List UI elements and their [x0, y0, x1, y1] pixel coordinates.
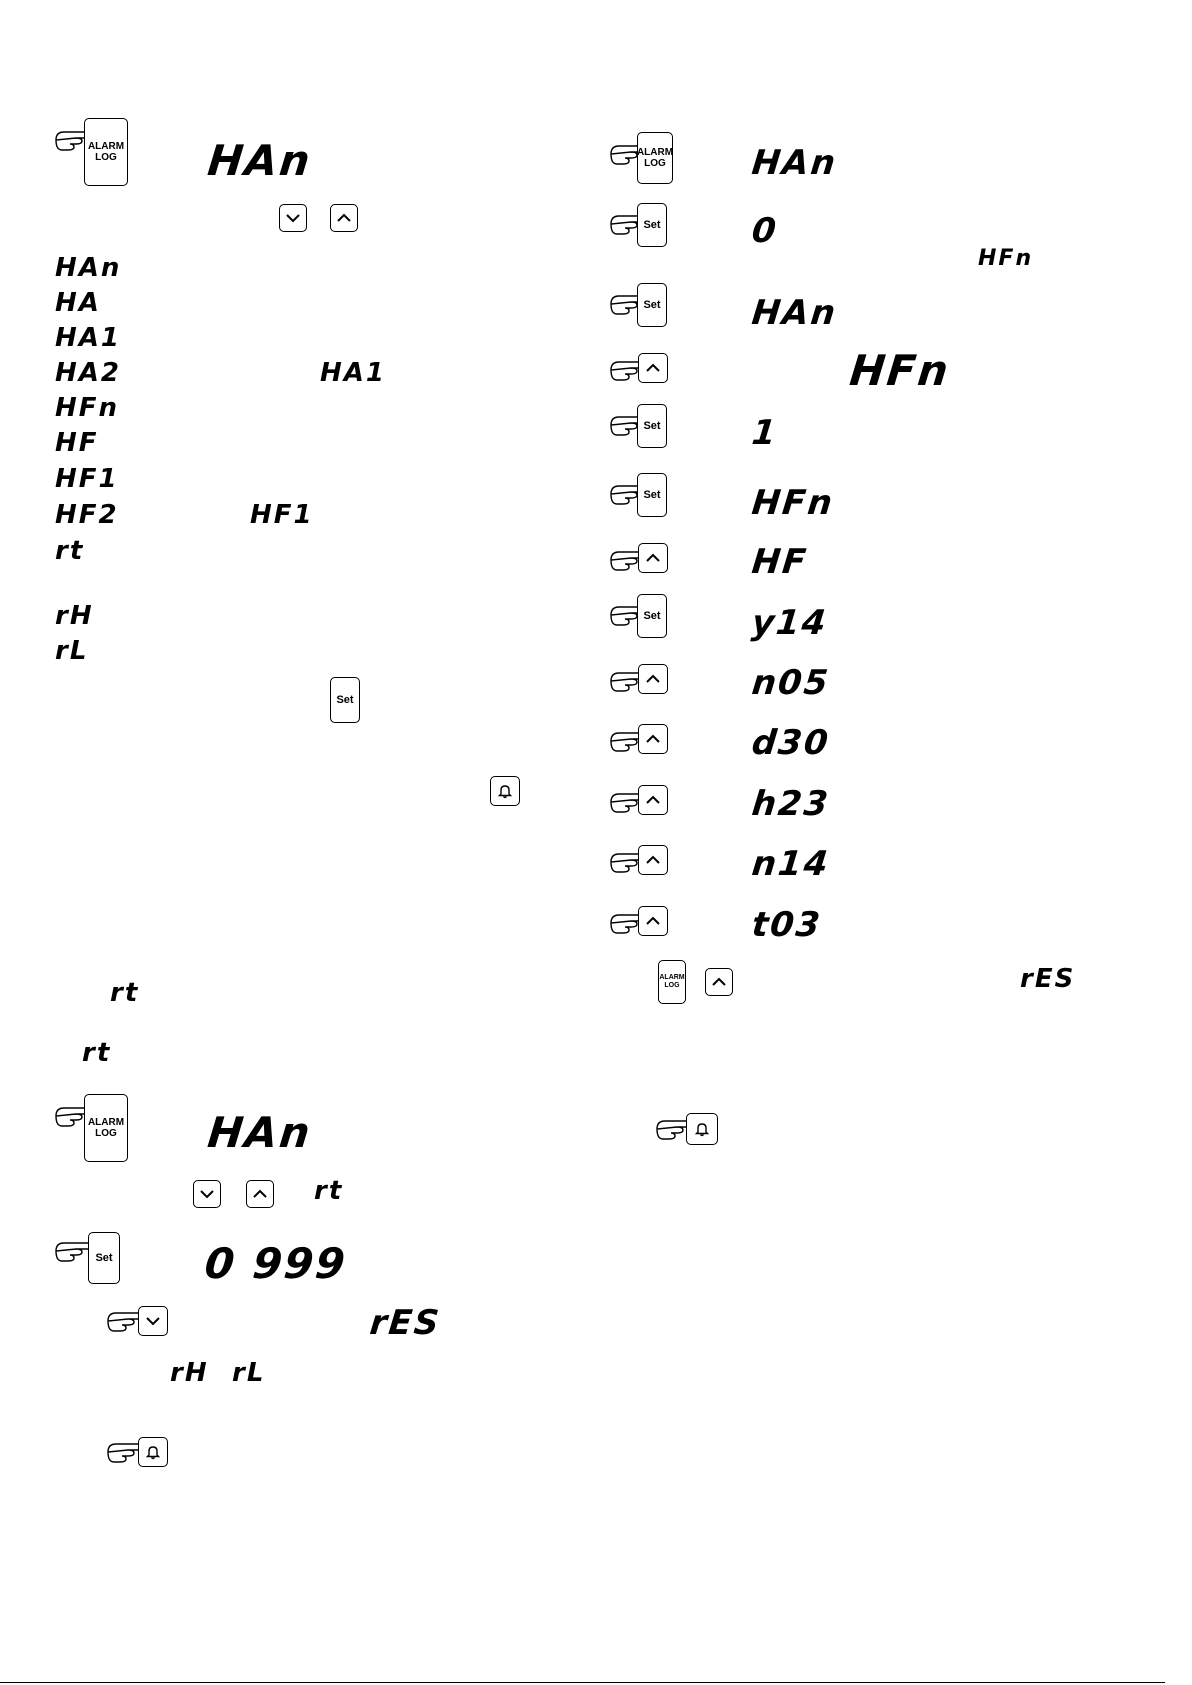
chevron-up-icon	[645, 363, 661, 373]
code-reference: rt	[82, 1038, 112, 1068]
set-button[interactable]: Set	[637, 473, 667, 517]
code-reference: rH	[170, 1358, 209, 1388]
display-readout: n14	[749, 844, 832, 884]
alarm-log-button[interactable]: ALARM LOG	[637, 132, 673, 184]
chevron-up-icon	[336, 213, 352, 223]
page-divider	[0, 1682, 1165, 1683]
display-readout: 0 999	[202, 1239, 350, 1288]
up-arrow-button[interactable]	[638, 353, 668, 383]
display-readout: 1	[749, 413, 780, 453]
code-item: HFn	[55, 393, 120, 423]
code-item: rt	[55, 536, 85, 566]
code-reference: HFn	[978, 246, 1034, 271]
display-readout: HF	[749, 542, 810, 582]
code-reference: rL	[232, 1358, 266, 1388]
display-readout: HFn	[749, 483, 836, 523]
set-button[interactable]: Set	[637, 594, 667, 638]
code-reference: HF1	[250, 500, 314, 530]
display-readout: HAn	[749, 293, 840, 333]
up-arrow-button[interactable]	[638, 906, 668, 936]
set-button[interactable]: Set	[637, 404, 667, 448]
code-item: HF2	[55, 500, 119, 530]
up-arrow-button[interactable]	[638, 785, 668, 815]
down-arrow-button[interactable]	[193, 1180, 221, 1208]
display-readout: t03	[749, 905, 824, 945]
code-item: HA	[55, 288, 101, 318]
chevron-up-icon	[645, 795, 661, 805]
display-readout: n05	[749, 663, 832, 703]
chevron-up-icon	[252, 1189, 268, 1199]
code-item: HA1	[55, 323, 121, 353]
alarm-log-button[interactable]: ALARM LOG	[84, 118, 128, 186]
bell-icon	[145, 1444, 161, 1460]
up-arrow-button[interactable]	[330, 204, 358, 232]
chevron-down-icon	[199, 1189, 215, 1199]
down-arrow-button[interactable]	[279, 204, 307, 232]
display-readout: y14	[749, 603, 830, 643]
display-readout: rES	[1020, 964, 1076, 994]
chevron-up-icon	[645, 734, 661, 744]
chevron-down-icon	[285, 213, 301, 223]
chevron-up-icon	[645, 553, 661, 563]
code-item: HAn	[55, 253, 122, 283]
set-button[interactable]: Set	[637, 283, 667, 327]
display-readout: 0	[749, 211, 780, 251]
display-readout: HAn	[205, 136, 315, 185]
code-item: HF	[55, 428, 99, 458]
set-button[interactable]: Set	[330, 677, 360, 723]
display-readout: h23	[749, 784, 832, 824]
up-arrow-button[interactable]	[705, 968, 733, 996]
code-item: HA2	[55, 358, 121, 388]
code-item: rL	[55, 636, 89, 666]
chevron-down-icon	[145, 1316, 161, 1326]
display-readout: HFn	[847, 346, 953, 395]
code-reference: HA1	[320, 358, 386, 388]
up-arrow-button[interactable]	[638, 724, 668, 754]
alarm-log-button[interactable]: ALARM LOG	[84, 1094, 128, 1162]
set-button[interactable]: Set	[88, 1232, 120, 1284]
display-readout: HAn	[205, 1108, 315, 1157]
alarm-log-button[interactable]: ALARM LOG	[658, 960, 686, 1004]
bell-icon	[497, 783, 513, 799]
chevron-up-icon	[645, 916, 661, 926]
display-readout: d30	[749, 723, 832, 763]
code-item: HF1	[55, 464, 119, 494]
up-arrow-button[interactable]	[246, 1180, 274, 1208]
display-readout: HAn	[749, 143, 840, 183]
code-item: rH	[55, 601, 94, 631]
set-button[interactable]: Set	[637, 203, 667, 247]
code-reference: rt	[110, 978, 140, 1008]
down-arrow-button[interactable]	[138, 1306, 168, 1336]
bell-icon	[694, 1121, 710, 1137]
chevron-up-icon	[645, 855, 661, 865]
bell-button[interactable]	[686, 1113, 718, 1145]
code-reference: rt	[314, 1176, 344, 1206]
display-readout: rES	[367, 1303, 443, 1343]
chevron-up-icon	[645, 674, 661, 684]
bell-button[interactable]	[490, 776, 520, 806]
chevron-up-icon	[711, 977, 727, 987]
up-arrow-button[interactable]	[638, 664, 668, 694]
bell-button[interactable]	[138, 1437, 168, 1467]
up-arrow-button[interactable]	[638, 543, 668, 573]
up-arrow-button[interactable]	[638, 845, 668, 875]
